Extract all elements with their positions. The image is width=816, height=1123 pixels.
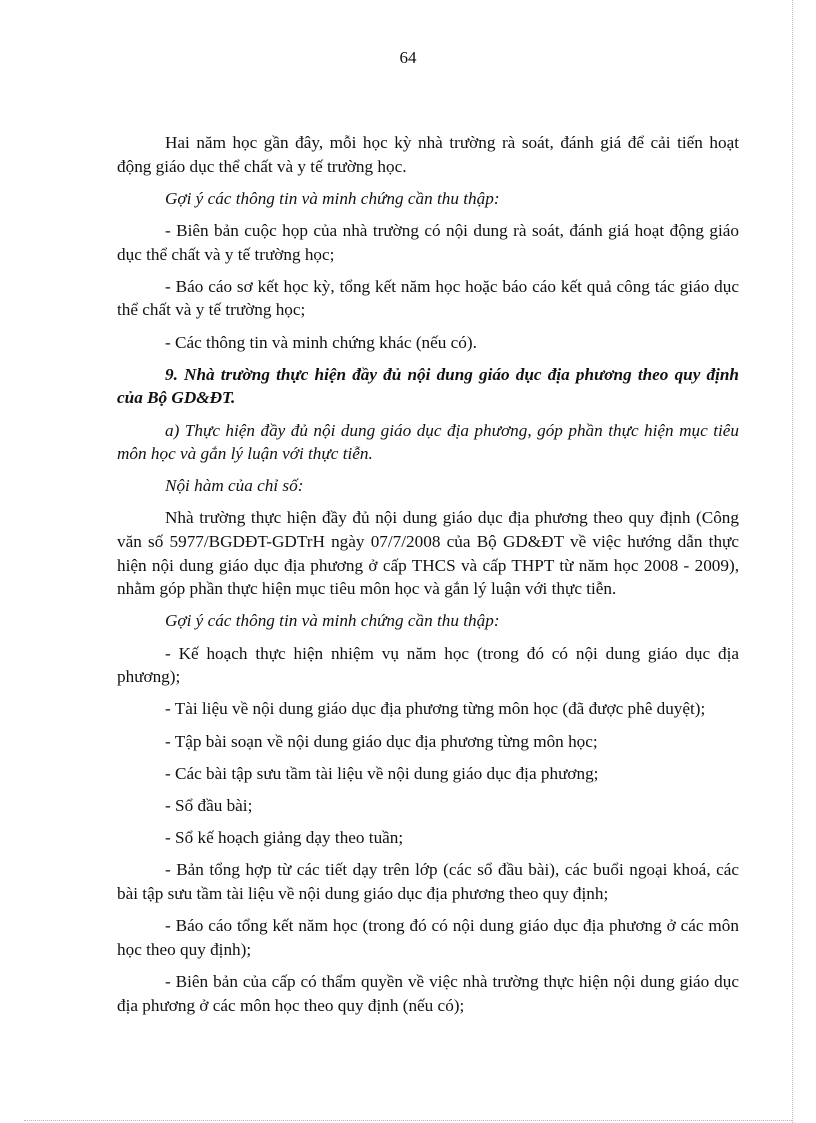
evidence-heading: Gợi ý các thông tin và minh chứng cần thu thập: — [165, 188, 500, 208]
list-item: - Bản tổng hợp từ các tiết dạy trên lớp (các sổ đầu bài), các buổi ngoại khoá, các bài tập sưu tầm tài liệu về nội dung giáo dục địa phương theo quy định; — [117, 860, 739, 903]
indicator-scope-text: Nhà trường thực hiện đầy đủ nội dung giáo dục địa phương theo quy định (Công văn số 5977/BGDĐT-GDTrH ngày 07/7/2008 của Bộ GD&ĐT về việc hướng dẫn thực hiện nội dung giáo dục địa phương ở cấp THCS và cấp THPT từ năm học 2008 - 2009), nhằm góp phần thực hiện mục tiêu môn học và gắn lý luận với thực tiễn. — [117, 508, 739, 599]
criterion-heading: 9. Nhà trường thực hiện đầy đủ nội dung giáo dục địa phương theo quy định của Bộ GD&ĐT. — [117, 364, 739, 408]
indicator-scope-heading: Nội hàm của chỉ số: — [165, 476, 304, 496]
list-item: - Các thông tin và minh chứng khác (nếu có). — [165, 332, 477, 352]
page-edge-right — [792, 0, 793, 1123]
evidence-heading: Gợi ý các thông tin và minh chứng cần thu thập: — [165, 611, 500, 631]
list-item: - Tập bài soạn về nội dung giáo dục địa phương từng môn học; — [165, 731, 598, 751]
list-item: - Các bài tập sưu tầm tài liệu về nội dung giáo dục địa phương; — [165, 763, 599, 783]
list-item: - Kế hoạch thực hiện nhiệm vụ năm học (trong đó có nội dung giáo dục địa phương); — [117, 643, 739, 687]
list-item: - Biên bản của cấp có thẩm quyền về việc nhà trường thực hiện nội dung giáo dục địa phương ở các môn học theo quy định (nếu có); — [117, 971, 739, 1015]
list-item: - Tài liệu về nội dung giáo dục địa phương từng môn học (đã được phê duyệt); — [165, 699, 706, 719]
paragraph-review-intro: Hai năm học gần đây, mỗi học kỳ nhà trường rà soát, đánh giá để cải tiến hoạt động giáo dục thể chất và y tế trường học. — [117, 133, 739, 176]
list-item: - Biên bản cuộc họp của nhà trường có nội dung rà soát, đánh giá hoạt động giáo dục thể chất và y tế trường học; — [117, 220, 739, 264]
page-number: 64 — [399, 48, 417, 67]
list-item: - Sổ đầu bài; — [165, 795, 253, 815]
page-edge-bottom — [24, 1120, 792, 1121]
indicator-heading: a) Thực hiện đầy đủ nội dung giáo dục địa phương, góp phần thực hiện mục tiêu môn học và gắn lý luận với thực tiễn. — [117, 420, 739, 464]
list-item: - Báo cáo tổng kết năm học (trong đó có nội dung giáo dục địa phương ở các môn học theo quy định); — [117, 916, 739, 959]
document-body — [117, 131, 739, 1026]
list-item: - Báo cáo sơ kết học kỳ, tổng kết năm học hoặc báo cáo kết quả công tác giáo dục thể chất và y tế trường học; — [117, 276, 739, 320]
list-item: - Sổ kế hoạch giảng dạy theo tuần; — [165, 828, 404, 848]
